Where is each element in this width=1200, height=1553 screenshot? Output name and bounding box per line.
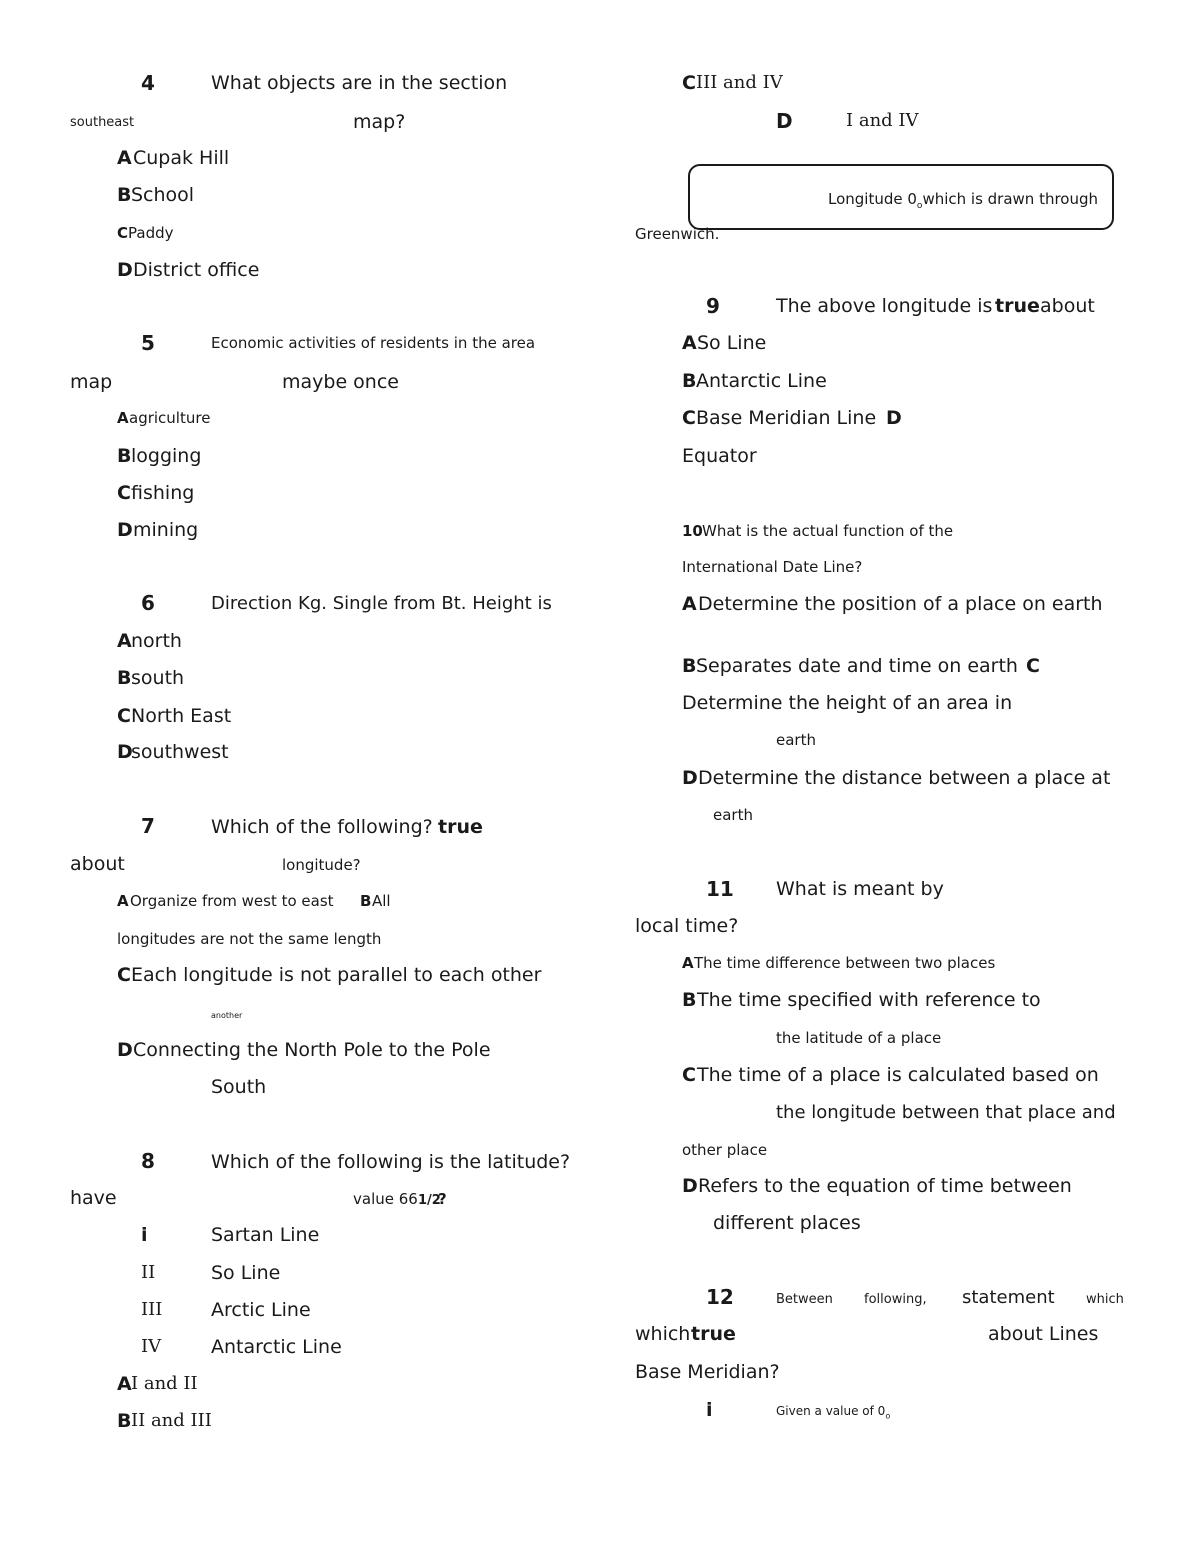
- question-12-line3: Base Meridian?: [635, 1361, 780, 1383]
- option-text: north: [131, 630, 182, 652]
- option-text: Antarctic Line: [696, 370, 827, 392]
- option-text: The time specified with reference to: [697, 989, 1041, 1011]
- option-letter: A: [117, 147, 132, 169]
- question-8-fraction: 1/2: [418, 1193, 441, 1208]
- question-5-number: 5: [141, 331, 155, 355]
- question-4-word-left: southeast: [70, 115, 135, 130]
- question-10-number: 10: [682, 522, 703, 540]
- option-text: Paddy: [128, 224, 174, 242]
- option-letter: C: [117, 964, 131, 986]
- question-7-bold-word: true: [438, 816, 483, 838]
- question-8-number: 8: [141, 1149, 155, 1173]
- item-roman: IV: [141, 1336, 162, 1357]
- question-12-line2-start: which: [635, 1323, 691, 1345]
- option-text: Each longitude is not parallel to each other: [131, 964, 542, 986]
- option-letter: B: [117, 445, 132, 467]
- option-letter: A: [117, 409, 129, 427]
- option-text: Equator: [682, 445, 757, 467]
- option-text: The time difference between two places: [694, 954, 996, 972]
- option-text: Separates date and time on earth: [696, 655, 1018, 677]
- degree-symbol: o: [916, 201, 923, 211]
- option-text: I and II: [131, 1373, 198, 1394]
- question-5-word-left: map: [70, 371, 113, 393]
- stem-box-continuation: Greenwich.: [635, 225, 720, 243]
- option-text: III and IV: [696, 72, 783, 93]
- stem-text-start: Longitude 0: [828, 190, 917, 208]
- option-text: District office: [133, 259, 260, 281]
- option-text: School: [131, 184, 195, 206]
- item-roman: i: [141, 1224, 148, 1246]
- option-letter: B: [682, 989, 697, 1011]
- option-text-continued: longitudes are not the same length: [117, 930, 382, 948]
- question-9-text-after: about: [1040, 295, 1095, 317]
- option-text: Determine the height of an area in: [682, 692, 1013, 714]
- option-letter: C: [117, 482, 131, 504]
- option-letter: C: [682, 72, 696, 94]
- option-text-continued: different places: [713, 1212, 861, 1234]
- stem-text-rest: which is drawn through: [922, 190, 1099, 208]
- question-12-word: Between: [776, 1292, 833, 1307]
- option-letter: D: [886, 407, 902, 429]
- question-7-number: 7: [141, 814, 155, 838]
- item-text: Sartan Line: [211, 1224, 320, 1246]
- option-text: southwest: [131, 741, 229, 763]
- question-9-text: The above longitude is: [776, 295, 993, 317]
- question-12-bold-word: true: [691, 1323, 736, 1345]
- question-8-text: Which of the following is the latitude?: [211, 1151, 571, 1173]
- question-12-number: 12: [706, 1285, 734, 1309]
- item-roman: II: [141, 1262, 156, 1283]
- question-10-text-continued: International Date Line?: [682, 558, 863, 576]
- option-text: logging: [131, 445, 202, 467]
- option-letter: A: [682, 332, 697, 354]
- option-text: II and III: [131, 1410, 212, 1431]
- option-letter: B: [360, 892, 372, 910]
- option-text: All: [372, 892, 391, 910]
- question-11-text: What is meant by: [776, 878, 944, 900]
- option-text-continued: South: [211, 1076, 267, 1098]
- item-text: [776, 1405, 890, 1420]
- item-text: Arctic Line: [211, 1299, 311, 1321]
- option-letter: D: [682, 1175, 698, 1197]
- question-4-text: What objects are in the section: [211, 72, 508, 94]
- option-letter: C: [1026, 655, 1040, 677]
- item-roman: i: [706, 1399, 713, 1421]
- option-letter: C: [117, 705, 131, 727]
- question-12-word: statement: [962, 1287, 1055, 1308]
- question-7-word-right: longitude?: [282, 856, 361, 874]
- option-text: mining: [133, 519, 199, 541]
- option-text: So Line: [697, 332, 767, 354]
- option-letter: D: [776, 109, 793, 133]
- question-4-number: 4: [141, 71, 155, 95]
- option-text: agriculture: [129, 409, 211, 427]
- item-text: Antarctic Line: [211, 1336, 342, 1358]
- degree-symbol: o: [885, 1411, 891, 1421]
- option-text-continued: the latitude of a place: [776, 1029, 942, 1047]
- item-roman: III: [141, 1299, 163, 1320]
- question-11-number: 11: [706, 877, 734, 901]
- option-letter: C: [682, 1064, 696, 1086]
- option-letter: A: [117, 892, 129, 910]
- option-letter: C: [117, 224, 129, 242]
- option-text-continued: other place: [682, 1141, 768, 1159]
- question-10-text: What is the actual function of the: [702, 522, 954, 540]
- question-9-number: 9: [706, 294, 720, 318]
- option-text-continued: another: [211, 1011, 243, 1020]
- option-letter: A: [117, 1373, 132, 1395]
- option-letter: B: [682, 655, 697, 677]
- item-text-main: Given a value of 0: [776, 1404, 886, 1418]
- option-text: Determine the position of a place on earth: [698, 593, 1103, 615]
- option-text-continued: the longitude between that place and: [776, 1102, 1116, 1123]
- question-4-word-right: map?: [353, 111, 406, 133]
- option-text: Base Meridian Line: [696, 407, 877, 429]
- item-text: So Line: [211, 1262, 281, 1284]
- option-text-continued: earth: [776, 731, 816, 749]
- option-text: The time of a place is calculated based on: [697, 1064, 1099, 1086]
- option-letter: B: [117, 1410, 132, 1432]
- question-6-text: Direction Kg. Single from Bt. Height is: [211, 593, 552, 614]
- question-12-word: which: [1086, 1292, 1124, 1307]
- question-5-word-right: maybe once: [282, 371, 399, 393]
- question-12-word: following,: [864, 1292, 927, 1307]
- question-8-word-right: value 66: [353, 1190, 418, 1208]
- option-text: Cupak Hill: [133, 147, 230, 169]
- option-text: North East: [131, 705, 232, 727]
- question-9-bold-word: true: [995, 295, 1040, 317]
- question-8-qmark: ?: [438, 1190, 447, 1208]
- option-letter: D: [117, 1039, 133, 1061]
- question-5-text: Economic activities of residents in the area: [211, 334, 536, 352]
- option-letter: D: [117, 259, 133, 281]
- option-text: Determine the distance between a place at: [698, 767, 1111, 789]
- option-letter: B: [117, 184, 132, 206]
- option-letter: C: [682, 407, 696, 429]
- option-text: Organize from west to east: [130, 892, 334, 910]
- option-text: Connecting the North Pole to the Pole: [133, 1039, 491, 1061]
- question-8-word-left: have: [70, 1187, 117, 1209]
- option-letter: D: [117, 519, 133, 541]
- option-text: Refers to the equation of time between: [698, 1175, 1072, 1197]
- option-text: fishing: [131, 482, 195, 504]
- option-text-continued: earth: [713, 806, 753, 824]
- question-6-number: 6: [141, 591, 155, 615]
- option-letter: A: [117, 630, 132, 652]
- option-letter: A: [682, 954, 694, 972]
- option-letter: D: [117, 741, 133, 763]
- option-letter: A: [682, 593, 697, 615]
- question-stem-box: [688, 164, 1114, 230]
- question-11-text-continued: local time?: [635, 915, 739, 937]
- question-12-line2-end: about Lines: [988, 1323, 1099, 1345]
- option-text: south: [131, 667, 185, 689]
- question-7-text: Which of the following?: [211, 816, 433, 838]
- option-letter: D: [682, 767, 698, 789]
- option-letter: B: [117, 667, 132, 689]
- option-letter: B: [682, 370, 697, 392]
- stem-box-text: [828, 190, 1098, 211]
- question-7-word-left: about: [70, 853, 125, 875]
- option-text: I and IV: [846, 110, 919, 131]
